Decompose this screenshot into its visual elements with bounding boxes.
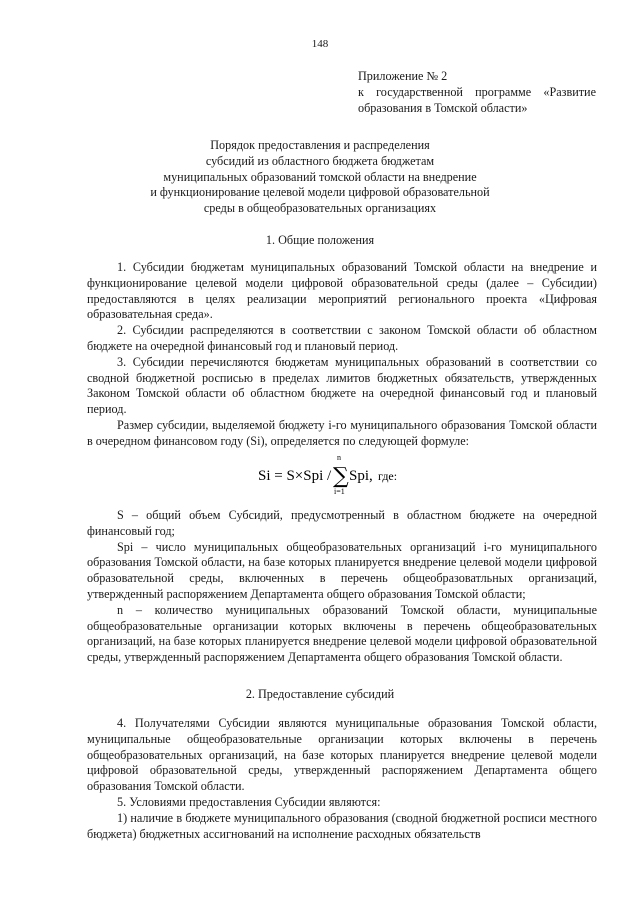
title-line-5: среды в общеобразовательных организациях <box>203 201 437 216</box>
formula-sum-sign: ∑ <box>333 464 349 489</box>
section-2-body <box>87 716 597 842</box>
section-1-heading: 1. Общие положения <box>265 233 375 247</box>
formula-svg <box>0 452 640 498</box>
appendix-header <box>358 68 596 116</box>
subsidy-formula <box>0 452 640 498</box>
paragraph-3: 3. Субсидии перечисляются бюджетам муниципальных образований в соответствии со сводной бюджетной росписью в пределах лимитов бюджетных обязательств, утвержденных Законом Томской области об областном бюджете на очередной финансовый год и плановый период. <box>87 354 597 417</box>
definition-spi: Spi – число муниципальных общеобразовательных организаций i-го муниципального образования Томской области, на базе которых планируется внедрение целевой модели цифровой образовательной среды, включенных в перечень общеобразоватльных организаций, утвержденный распоряжением Департамента общего образования Томской области; <box>87 539 597 601</box>
title-line-2: субсидий из областного бюджета бюджетам <box>205 153 435 168</box>
definitions-body <box>87 508 597 666</box>
appendix-line-2: к государственной программе «Развитие <box>358 85 596 99</box>
paragraph-formula-intro: Размер субсидии, выделяемой бюджету i-го муниципального образования Томской области в очередном финансовом году (Si), определяется по следующей формуле: <box>87 417 597 448</box>
formula-sum-top: n <box>337 453 341 462</box>
paragraph-2: 2. Субсидии распределяются в соответствии с законом Томской области об областном бюджете на очередной финансовый год и плановый период. <box>87 323 597 353</box>
section-2-heading: 2. Предоставление субсидий <box>245 687 395 701</box>
paragraph-1: 1. Субсидии бюджетам муниципальных образований Томской области на внедрение и функционирование целевой модели цифровой образовательной среды (далее – Субсидии) предоставляются в целях реализации мероприятий регионального проекта «Цифровая образовательная среда». <box>87 260 597 322</box>
page-number: 148 <box>311 38 329 50</box>
paragraph-5: 5. Условиями предоставления Субсидии являются: <box>117 794 381 809</box>
definition-s: S – общий объем Субсидий, предусмотренный в областном бюджете на очередной финансовый год; <box>87 508 597 538</box>
title-line-4: и функционирование целевой модели цифровой образовательной <box>150 185 490 200</box>
paragraph-6: 1) наличие в бюджете муниципального образования (сводной бюджетной росписи местного бюджета) бюджетных ассигнований на исполнение расходных обязательств <box>87 810 597 841</box>
title-line-1: Порядок предоставления и распределения <box>210 138 430 152</box>
formula-sum-bottom: i=1 <box>334 487 345 496</box>
paragraph-4: 4. Получателями Субсидии являются муниципальные образования Томской области, муниципальные общеобразовательные организации которых включены в перечень общеобразовательных организаций, на базе которых планируется внедрение целевой модели цифровой образовательной среды, утвержденный распоряжением Департамента общего образования Томской области. <box>87 716 597 794</box>
formula-rhs: Spi, <box>349 468 373 484</box>
appendix-line-1: Приложение № 2 <box>358 69 448 83</box>
document-title <box>110 138 530 217</box>
definition-n: n – количество муниципальных образований Томской области, муниципальные общеобразовательные организации которых включены в перечень общеобразовательных организаций, на базе которых планируется внедрение целевой модели цифровой образовательной среды, утвержденный распоряжением Департамента общего образования Томской области. <box>87 602 597 665</box>
title-line-3: муниципальных образований томской области на внедрение <box>163 169 477 184</box>
appendix-line-3: образования в Томской области» <box>358 101 528 115</box>
formula-suffix: где: <box>378 469 398 483</box>
section-1-body <box>87 260 597 450</box>
formula-lhs: Si = S×Spi / <box>258 468 332 484</box>
